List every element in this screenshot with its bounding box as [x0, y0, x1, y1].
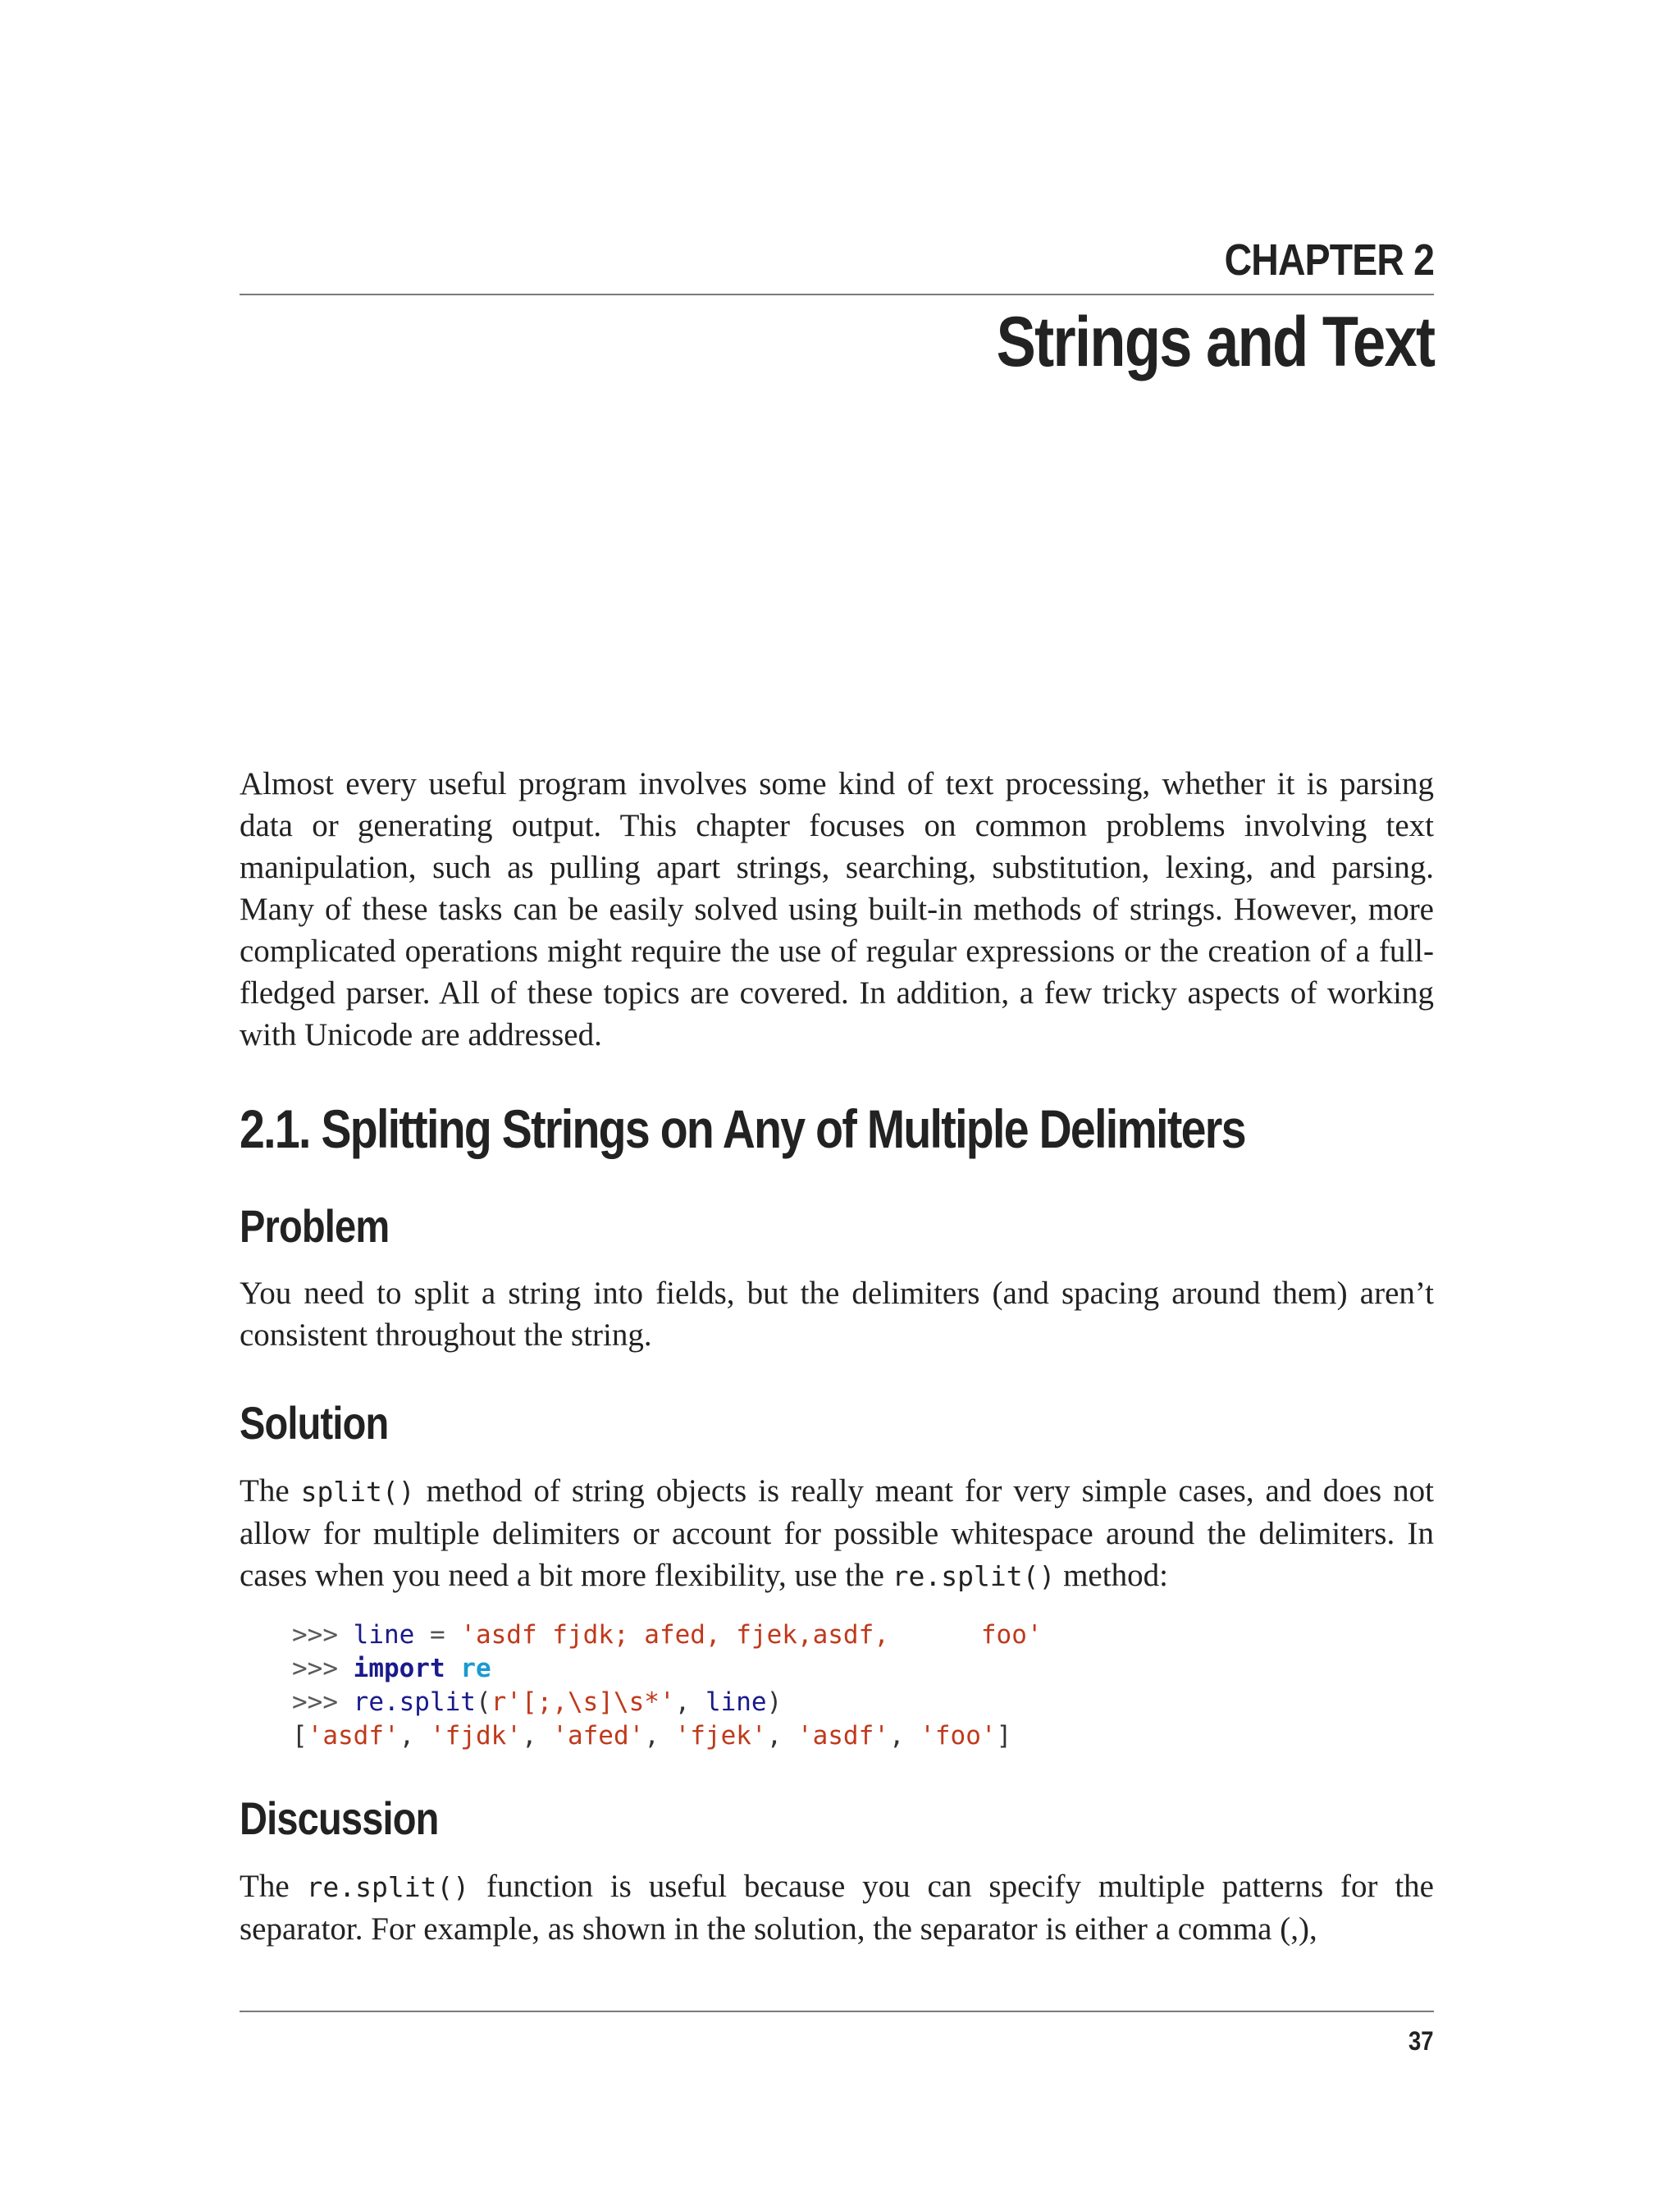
code-argument: line [705, 1687, 767, 1717]
code-comma: , [674, 1687, 705, 1717]
inline-code-re-split: re.split() [306, 1871, 470, 1903]
code-string: 'fjek' [674, 1721, 767, 1751]
code-bracket-open: [ [292, 1721, 308, 1751]
solution-text-2: method of string objects is really meant for very simple cases, and does not allow for multiple delimiters or account for possible whitespace around the delimiters. In cases when you need a bit more flexibility, use the [240, 1473, 1434, 1593]
code-keyword: import [353, 1654, 445, 1683]
code-comma: , [521, 1721, 553, 1751]
code-module: re [460, 1654, 491, 1683]
chapter-divider [240, 294, 1434, 295]
code-line-4 [292, 1719, 1043, 1753]
discussion-paragraph [240, 1865, 1434, 1950]
code-string: 'asdf' [797, 1721, 889, 1751]
code-comma: , [399, 1721, 430, 1751]
code-string: 'asdf fjdk; afed, fjek,asdf, foo' [460, 1620, 1043, 1650]
chapter-title: Strings and Text [996, 303, 1434, 381]
code-space [445, 1654, 461, 1683]
code-string: r'[;,\s]\s*' [491, 1687, 675, 1717]
footer-divider [240, 2011, 1434, 2012]
code-comma: , [766, 1721, 797, 1751]
inline-code-re-split: re.split() [892, 1560, 1056, 1592]
code-comma: , [888, 1721, 920, 1751]
problem-heading: Problem [240, 1200, 390, 1252]
code-paren-open: ( [475, 1687, 491, 1717]
code-string: 'asdf' [307, 1721, 399, 1751]
code-prompt: >>> [292, 1687, 354, 1717]
section-heading: 2.1. Splitting Strings on Any of Multiple Delimiters [240, 1098, 1245, 1159]
discussion-text-1: The [240, 1869, 307, 1904]
code-string: 'foo' [920, 1721, 997, 1751]
inline-code-split: split() [300, 1476, 415, 1508]
code-prompt: >>> [292, 1620, 354, 1650]
code-line-3 [292, 1686, 1043, 1719]
code-string: 'afed' [552, 1721, 645, 1751]
discussion-heading: Discussion [240, 1792, 439, 1844]
chapter-label: CHAPTER 2 [1224, 235, 1434, 285]
code-operator: = [414, 1620, 461, 1650]
code-comma: , [644, 1721, 675, 1751]
code-variable: line [353, 1620, 415, 1650]
code-string: 'fjdk' [429, 1721, 522, 1751]
code-call: re.split [353, 1687, 476, 1717]
solution-heading: Solution [240, 1397, 389, 1449]
problem-paragraph: You need to split a string into fields, but the delimiters (and spacing around them) aren’t consistent throughout the string. [240, 1276, 1434, 1353]
solution-text-1: The [240, 1473, 301, 1509]
discussion-text-2: function is useful because you can specify multiple patterns for the separator. For example, as shown in the solution, the separator is either a comma (,), [240, 1869, 1434, 1947]
intro-paragraph: Almost every useful program involves some kind of text processing, whether it is parsing data or generating output. This chapter focuses on common problems involving text manipulation, such as pulling apart strings, searching, substitution, lexing, and parsing. Many of these tasks can be easily solved using built-in methods of strings. However, more complicated operations might require the use of regular expressions or the creation of a full-fledged parser. All of these topics are covered. In addition, a few tricky aspects of working with Unicode are addressed. [240, 766, 1434, 1052]
code-prompt: >>> [292, 1654, 354, 1683]
code-line-2 [292, 1652, 1043, 1686]
book-page [240, 0, 1434, 2205]
solution-paragraph [240, 1470, 1434, 1597]
page-number: 37 [1408, 2026, 1434, 2056]
code-bracket-close: ] [996, 1721, 1012, 1751]
code-paren-close: ) [766, 1687, 783, 1717]
solution-text-3: method: [1055, 1558, 1168, 1593]
code-example [292, 1618, 1043, 1753]
code-line-1 [292, 1618, 1043, 1652]
